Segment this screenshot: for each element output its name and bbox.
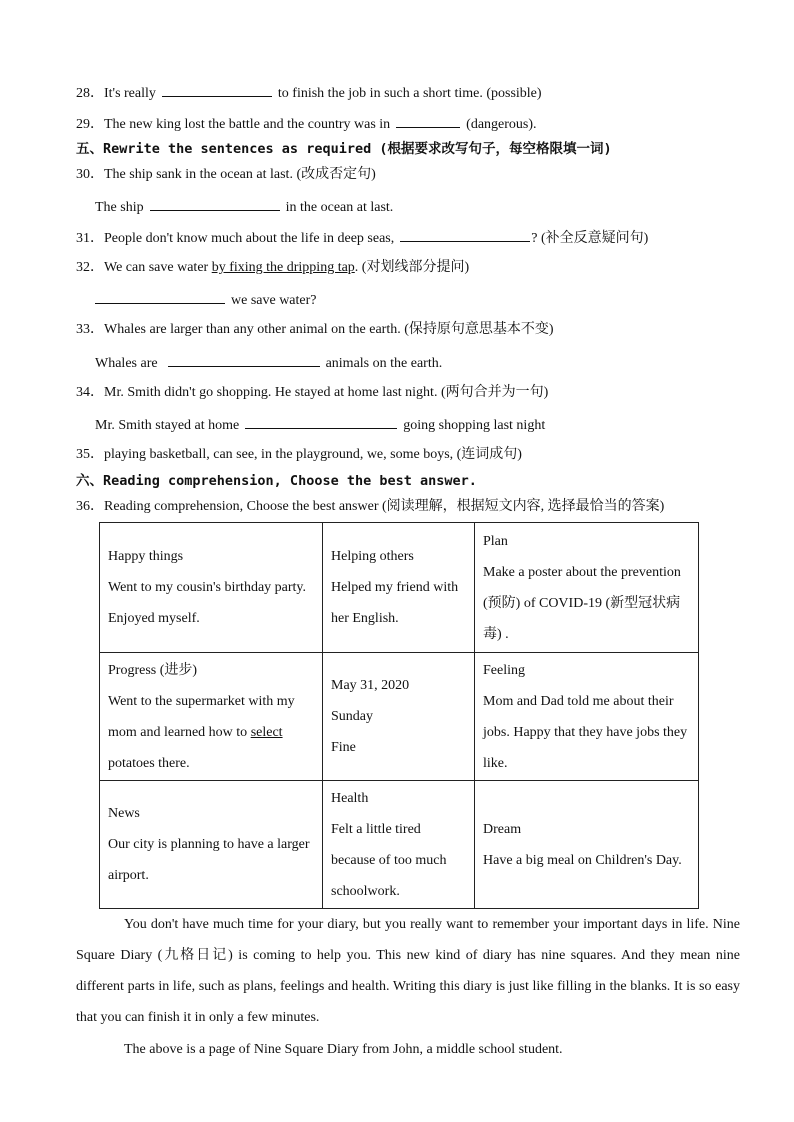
answer-suffix: in the ocean at last. — [285, 200, 394, 215]
underlined-word: select — [250, 724, 283, 740]
cell-text: Enjoyed myself. — [108, 611, 200, 626]
answer-blank[interactable] — [95, 290, 225, 304]
cell-text: Our city is planning to have a larger — [108, 837, 310, 852]
question-number: 33． — [76, 322, 104, 337]
cell-heading: Happy things — [108, 549, 184, 564]
answer-blank[interactable] — [162, 83, 272, 97]
answer-suffix: we save water? — [231, 293, 317, 308]
question-29 — [76, 114, 537, 134]
cell-heading: News — [108, 806, 140, 821]
question-text: It's really — [104, 86, 156, 101]
question-30 — [76, 166, 376, 184]
cell-heading: Health — [331, 790, 369, 806]
answer-line-33 — [95, 353, 442, 373]
answer-prefix: The ship — [95, 200, 144, 215]
question-number: 32． — [76, 260, 104, 275]
underlined-phrase: by fixing the dripping tap — [211, 260, 355, 275]
answer-blank[interactable] — [168, 353, 320, 367]
cell-text: 毒) . — [483, 626, 509, 642]
question-text: ? (补全反意疑问句) — [531, 231, 649, 246]
cell-text: jobs. Happy that they have jobs they — [483, 724, 688, 740]
question-number: 28． — [76, 86, 104, 101]
diary-cell-plan — [475, 523, 699, 653]
question-number: 30． — [76, 167, 104, 182]
date-text: May 31, 2020 — [331, 678, 410, 693]
cell-text: schoolwork. — [331, 883, 400, 899]
diary-cell-feeling — [475, 653, 699, 781]
question-text: Mr. Smith didn't go shopping. He stayed at home last night. (两句合并为一句) — [104, 385, 549, 400]
question-text: (dangerous). — [466, 117, 537, 132]
cell-text: Went to the supermarket with my — [108, 693, 295, 709]
cell-heading: Feeling — [483, 662, 525, 678]
question-text: playing basketball, can see, in the playground, we, some boys, (连词成句) — [104, 447, 522, 462]
cell-text: Felt a little tired — [331, 821, 421, 837]
diary-cell-date — [323, 653, 475, 781]
cell-text: because of too much — [331, 852, 447, 868]
answer-suffix: going shopping last night — [403, 418, 546, 433]
answer-blank[interactable] — [396, 114, 460, 128]
nine-square-diary-table — [99, 522, 699, 909]
diary-cell-news — [100, 781, 323, 909]
diary-cell-helping-others — [323, 523, 475, 653]
question-28 — [76, 83, 542, 103]
answer-line-32 — [95, 290, 317, 310]
answer-prefix: Whales are — [95, 356, 158, 371]
cell-text: (预防) of COVID-19 (新型冠状病 — [483, 595, 681, 611]
question-number: 29． — [76, 117, 104, 132]
question-number: 35． — [76, 447, 104, 462]
passage-paragraph-1: You don't have much time for your diary, but you really want to remember your important days in life. Nine Square Diary (九格日记) is coming to help you. This new kind of diary has nine squares. And they mean nine different parts in life, such as plans, feelings and health. Writing this diary is just like filling in the blanks. It is so easy that you can finish it in only a few minutes. — [76, 917, 740, 1025]
cell-text: like. — [483, 755, 508, 771]
section-6-heading: 六、Reading comprehension, Choose the best answer. — [76, 473, 477, 489]
question-text: We can save water — [104, 260, 209, 275]
question-text: . (对划线部分提问) — [354, 260, 470, 275]
question-text: The ship sank in the ocean at last. (改成否定句) — [104, 167, 376, 182]
answer-prefix: Mr. Smith stayed at home — [95, 418, 240, 433]
cell-text: airport. — [108, 868, 149, 883]
answer-blank[interactable] — [245, 415, 397, 429]
cell-text: Helped my friend with — [331, 580, 459, 595]
weather-text: Fine — [331, 740, 356, 755]
cell-heading: Helping others — [331, 549, 414, 564]
diary-cell-progress — [100, 653, 323, 781]
answer-blank[interactable] — [150, 197, 280, 211]
diary-cell-happy-things — [100, 523, 323, 653]
answer-blank[interactable] — [400, 228, 530, 242]
cell-heading: Plan — [483, 533, 508, 549]
cell-heading: Dream — [483, 821, 522, 837]
question-text: Whales are larger than any other animal on the earth. (保持原句意思基本不变) — [104, 322, 554, 337]
question-33 — [76, 321, 554, 339]
question-36 — [76, 498, 664, 516]
diary-cell-dream — [475, 781, 699, 909]
cell-text: Make a poster about the prevention — [483, 564, 681, 580]
question-32 — [76, 259, 469, 277]
question-31 — [76, 228, 648, 248]
diary-cell-health — [323, 781, 475, 909]
weekday-text: Sunday — [331, 709, 373, 724]
cell-text — [108, 717, 322, 748]
cell-text: her English. — [331, 611, 399, 626]
cell-text: Mom and Dad told me about their — [483, 693, 674, 709]
cell-text: Have a big meal on Children's Day. — [483, 852, 682, 868]
question-text: Reading comprehension, Choose the best answer (阅读理解，根据短文内容, 选择最恰当的答案) — [104, 499, 665, 514]
question-35 — [76, 446, 522, 464]
question-number: 31． — [76, 231, 104, 246]
cell-text-part: mom and learned how to — [108, 724, 251, 740]
answer-suffix: animals on the earth. — [325, 356, 443, 371]
question-text: The new king lost the battle and the country was in — [104, 117, 391, 132]
cell-text: Went to my cousin's birthday party. — [108, 580, 307, 595]
question-34 — [76, 384, 548, 402]
question-text: People don't know much about the life in deep seas, — [104, 231, 395, 246]
question-text: to finish the job in such a short time. (possible) — [277, 86, 542, 101]
question-number: 34． — [76, 385, 104, 400]
cell-heading: Progress (进步) — [108, 662, 198, 678]
answer-line-30 — [95, 197, 393, 217]
question-number: 36． — [76, 499, 104, 514]
passage-paragraph-2: The above is a page of Nine Square Diary from John, a middle school student. — [124, 1042, 563, 1057]
answer-line-34 — [95, 415, 545, 435]
section-5-heading: 五、Rewrite the sentences as required (根据要求改写句子，每空格限填一词) — [76, 141, 612, 157]
cell-text: potatoes there. — [108, 755, 190, 771]
